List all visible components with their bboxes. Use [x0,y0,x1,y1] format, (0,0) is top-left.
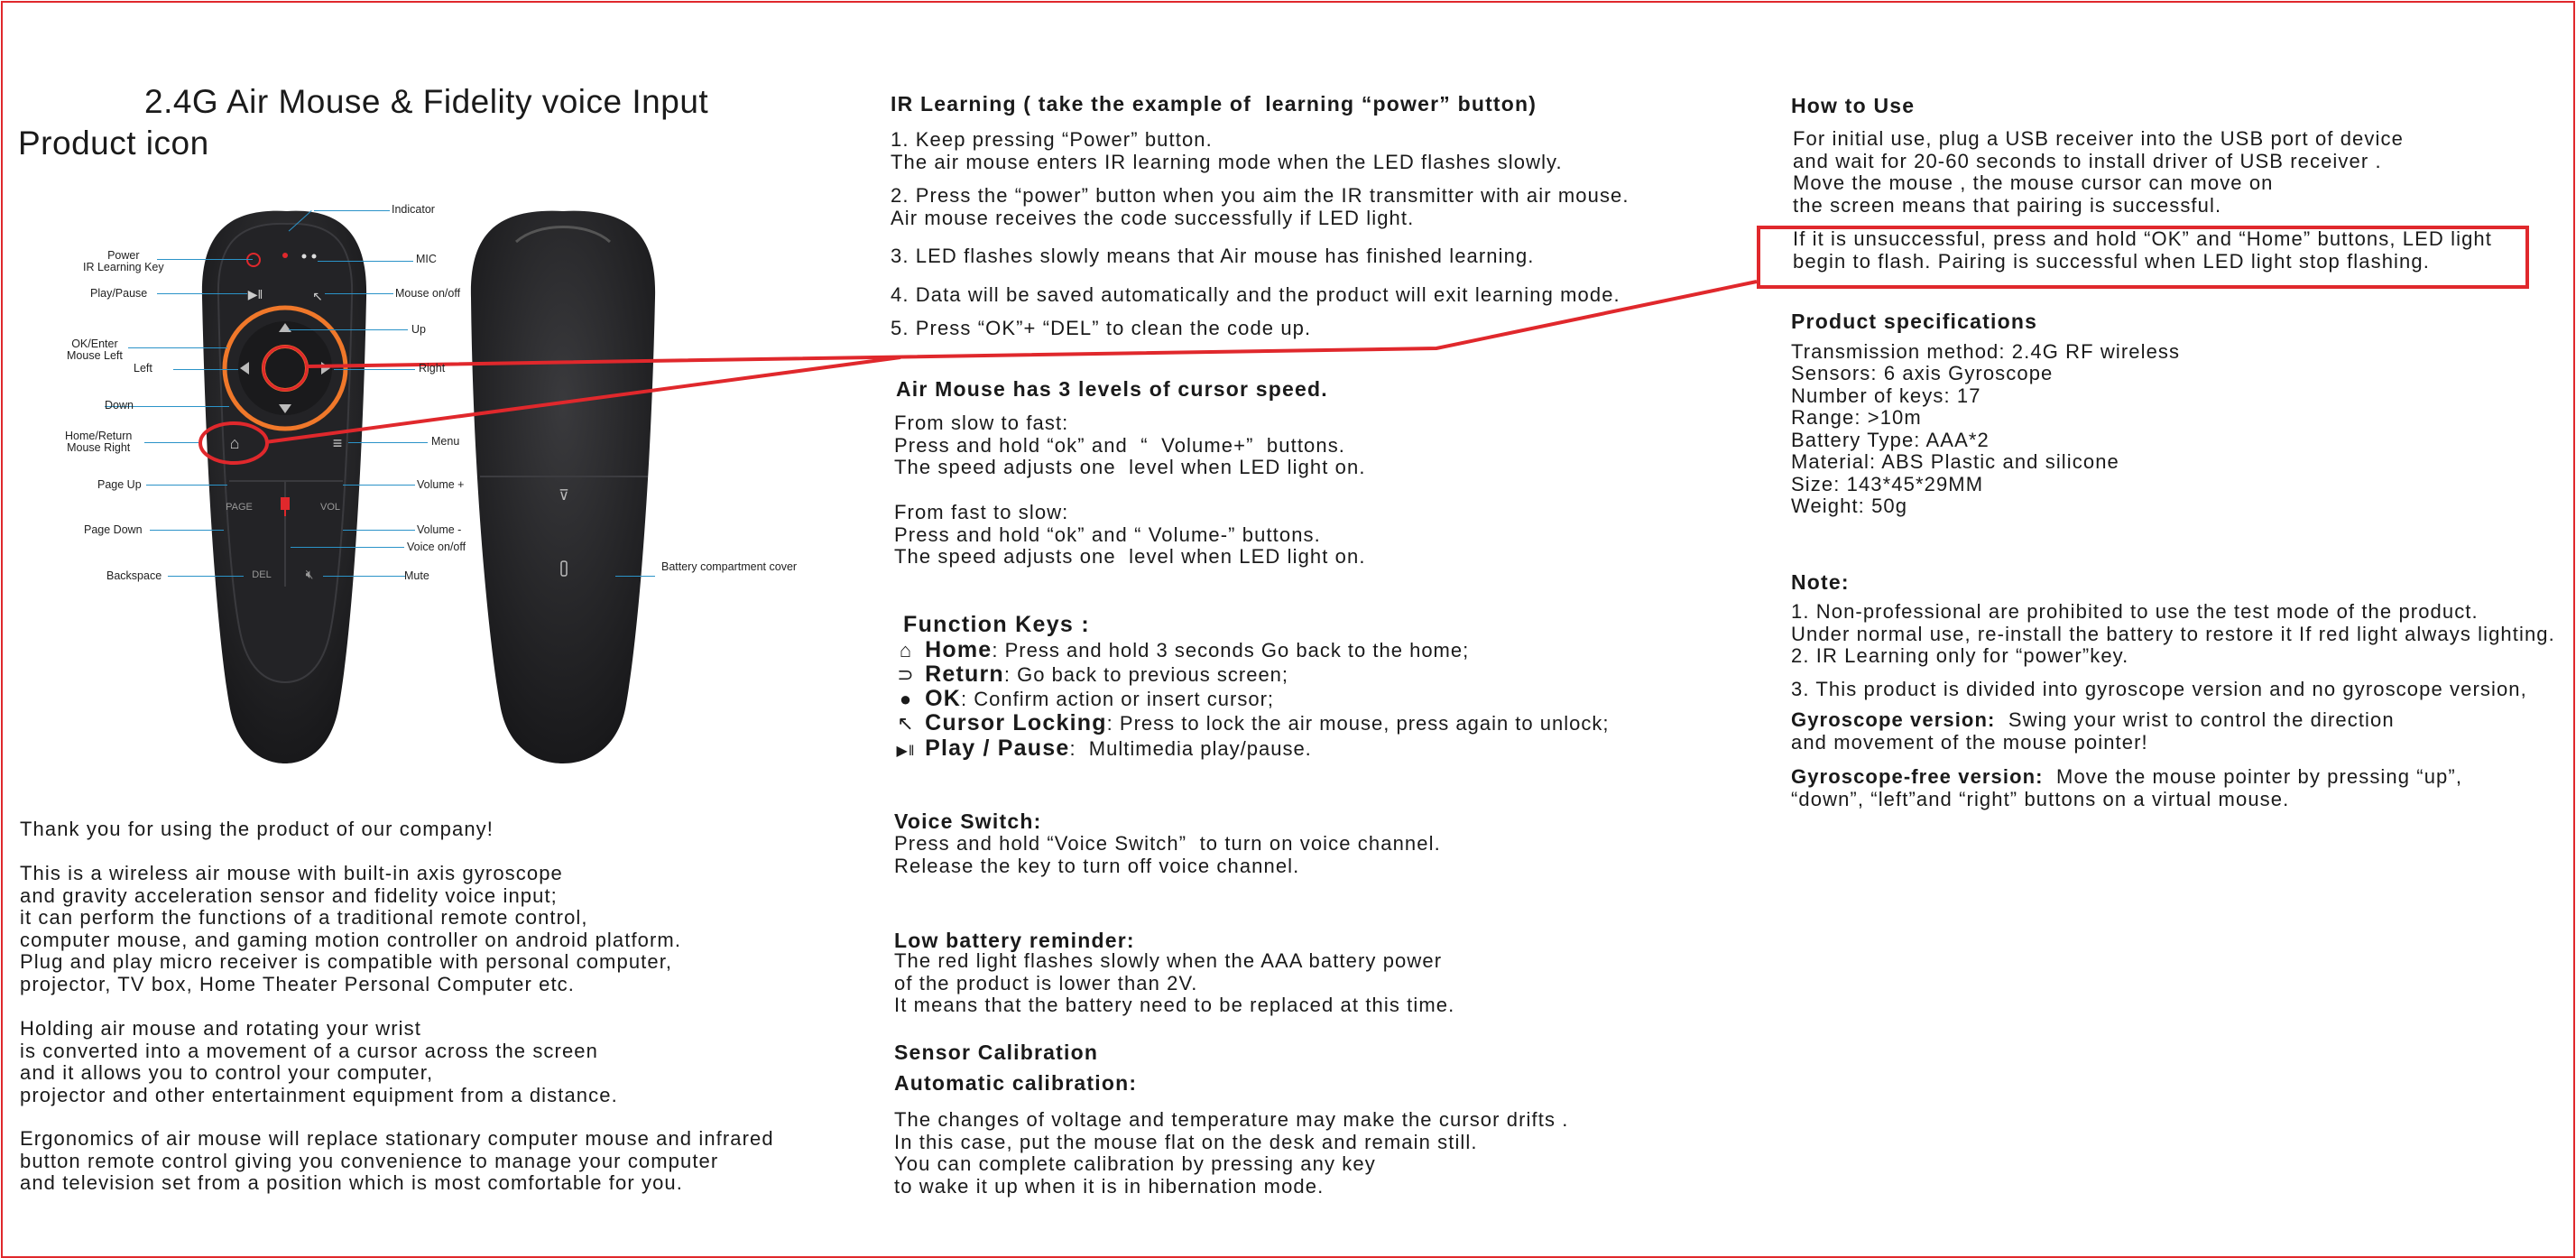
leader-line [325,293,393,294]
leader-line [157,293,247,294]
label-volume-down: Volume - [417,523,462,536]
label-play-pause: Play/Pause [90,287,148,300]
note-item-3: 3. This product is divided into gyroscope version and no gyroscope version, [1791,678,2527,700]
low-battery-body: The red light flashes slowly when the AAA battery power of the product is lower than 2V. It means that the battery need to be replaced at this time. [894,949,1455,1016]
ir-step-1: 1. Keep pressing “Power” button. The air mouse enters IR learning mode when the LED flashes slowly. [891,128,1563,173]
leader-line [615,576,655,577]
low-battery-heading: Low battery reminder: [894,929,1135,952]
calibration-body: The changes of voltage and temperature may make the cursor drifts . In this case, put the mouse flat on the desk and remain still. You can complete calibration by pressing any key to wake it up when it is in hibernation mode. [894,1108,1569,1198]
label-menu: Menu [431,435,460,448]
spec-line: Range: >10m [1791,406,1922,429]
leader-line [343,530,415,531]
ok-dot-icon: ● [899,688,913,710]
note-heading: Note: [1791,570,1850,594]
label-volume-up: Volume + [417,478,465,491]
leader-line [291,547,404,548]
svg-text:⊽: ⊽ [559,488,569,504]
label-mouse-onoff: Mouse on/off [395,287,461,300]
label-up: Up [411,323,426,336]
pairing-highlight-text: If it is unsuccessful, press and hold “OK” and “Home” buttons, LED light begin to flash. Pairing is successful when LED light stop flashing. [1793,227,2492,273]
svg-text:🔇︎: 🔇︎ [305,567,314,581]
del-button-text: DEL [252,569,272,580]
function-key-play-pause: ▶‖ Play / Pause: Multimedia play/pause. [893,735,1312,762]
ir-step-4: 4. Data will be saved automatically and the product will exit learning mode. [891,283,1620,306]
function-key-cursor-locking: ↖ Cursor Locking: Press to lock the air mouse, press again to unlock; [893,710,1609,736]
cursor-slow-to-fast: From slow to fast: Press and hold “ok” and “ Volume+” buttons. The speed adjusts one level when LED light on. [894,412,1366,478]
svg-text:↖: ↖ [312,289,323,303]
label-power: Power IR Learning Key [83,249,164,273]
return-icon: ⊃ [897,663,915,686]
svg-text:▶‖: ▶‖ [247,287,263,301]
how-to-use-body: For initial use, plug a USB receiver into the USB port of device and wait for 20-60 seconds to install driver of USB receiver . Move the mouse , the mouse cursor can move on the screen means that pairing is successful. [1793,127,2404,217]
intro-paragraph-3: Ergonomics of air mouse will replace stationary computer mouse and infrared button remote control giving you convenience to manage your computer and television set from a position which is most comfortable for you. [20,1127,774,1194]
note-items-1-2: 1. Non-professional are prohibited to use the test mode of the product. Under normal use, re-install the battery to restore it If red light always lighting. 2. IR Learning only for “power”key. [1791,600,2555,667]
ir-step-2: 2. Press the “power” button when you aim the IR transmitter with air mouse. Air mouse receives the code successfully if LED light. [891,184,1630,229]
cursor-lock-icon: ↖ [897,712,915,735]
leader-line [318,261,413,262]
leader-line [323,576,406,577]
leader-line [348,442,428,443]
note-gyroscope-version: Gyroscope version: Swing your wrist to control the direction and movement of the mouse pointer! [1791,708,2395,754]
intro-paragraph-2: Holding air mouse and rotating your wrist is converted into a movement of a cursor across the screen and it allows you to control your computer, projector and other entertainment equipment from a distance. [20,1017,618,1106]
play-pause-icon: ▶‖ [896,744,916,759]
indicator-led [282,253,288,258]
leader-line [157,259,253,260]
label-left: Left [134,362,152,375]
leader-line [144,442,199,443]
intro-paragraph-1: This is a wireless air mouse with built-in axis gyroscope and gravity acceleration sensor and fidelity voice input; it can perform the functions of a traditional remote control, computer mouse, and gaming motion controller on android platform. Plug and play micro receiver is compatible with personal computer, projector, TV box, Home Theater Personal Computer etc. [20,862,682,995]
function-key-return: ⊃ Return: Go back to previous screen; [893,661,1288,688]
label-indicator: Indicator [392,203,435,216]
leader-line [128,347,227,348]
spec-line: Material: ABS Plastic and silicone [1791,450,2119,473]
label-down: Down [105,399,134,412]
spec-line: Weight: 50g [1791,495,1908,517]
cursor-fast-to-slow: From fast to slow: Press and hold “ok” and “ Volume-” buttons. The speed adjusts one level when LED light on. [894,501,1366,568]
spec-line: Transmission method: 2.4G RF wireless [1791,340,2181,363]
voice-switch-heading: Voice Switch: [894,809,1042,833]
label-ok-enter: OK/Enter Mouse Left [67,338,123,362]
sensor-calibration-heading: Sensor Calibration [894,1041,1099,1064]
ir-learning-heading: IR Learning ( take the example of learning “power” button) [891,92,1537,116]
how-to-use-heading: How to Use [1791,94,1916,117]
label-voice-onoff: Voice on/off [407,541,466,553]
leader-line [150,530,224,531]
spec-line: Sensors: 6 axis Gyroscope [1791,362,2054,384]
vol-button-text: VOL [319,502,341,513]
cursor-speed-heading: Air Mouse has 3 levels of cursor speed. [896,377,1328,401]
intro-thanks: Thank you for using the product of our company! [20,818,494,840]
leader-line [168,576,244,577]
leader-line [343,485,415,486]
label-backspace: Backspace [106,569,162,582]
automatic-calibration-heading: Automatic calibration: [894,1071,1138,1095]
function-keys-heading: Function Keys : [903,612,1091,637]
specifications-heading: Product specifications [1791,310,2038,333]
leader-line [173,369,238,370]
function-key-ok: ● OK: Confirm action or insert cursor; [893,686,1274,712]
label-page-up: Page Up [97,478,142,491]
ir-step-3: 3. LED flashes slowly means that Air mouse has finished learning. [891,245,1535,267]
label-mute: Mute [404,569,429,582]
svg-text:⌂: ⌂ [229,434,240,452]
svg-text:≡: ≡ [332,434,343,452]
leader-line [146,485,227,486]
leader-line [334,369,415,370]
spec-line: Battery Type: AAA*2 [1791,429,1990,451]
product-icon-heading: Product icon [18,125,209,162]
remote-back-body [471,211,655,763]
mic-icon [281,497,290,510]
leader-line [289,329,408,330]
spec-line: Number of keys: 17 [1791,384,1981,407]
voice-switch-body: Press and hold “Voice Switch” to turn on voice channel. Release the key to turn off voice channel. [894,832,1441,877]
page-button-text: PAGE [226,502,253,513]
label-right: Right [419,362,446,375]
note-gyroscope-free-version: Gyroscope-free version: Move the mouse pointer by pressing “up”, “down”, “left”and “right” buttons on a virtual mouse. [1791,765,2463,810]
spec-line: Size: 143*45*29MM [1791,473,1984,495]
leader-line [314,210,390,211]
label-mic: MIC [416,253,437,265]
home-icon: ⌂ [899,639,913,661]
page-title: 2.4G Air Mouse & Fidelity voice Input [144,83,709,120]
label-home-return: Home/Return Mouse Right [65,430,133,454]
label-battery-cover: Battery compartment cover [661,560,798,573]
ir-step-5: 5. Press “OK”+ “DEL” to clean the code up. [891,317,1312,339]
function-key-home: ⌂ Home: Press and hold 3 seconds Go back to the home; [893,637,1469,663]
label-page-down: Page Down [84,523,143,536]
